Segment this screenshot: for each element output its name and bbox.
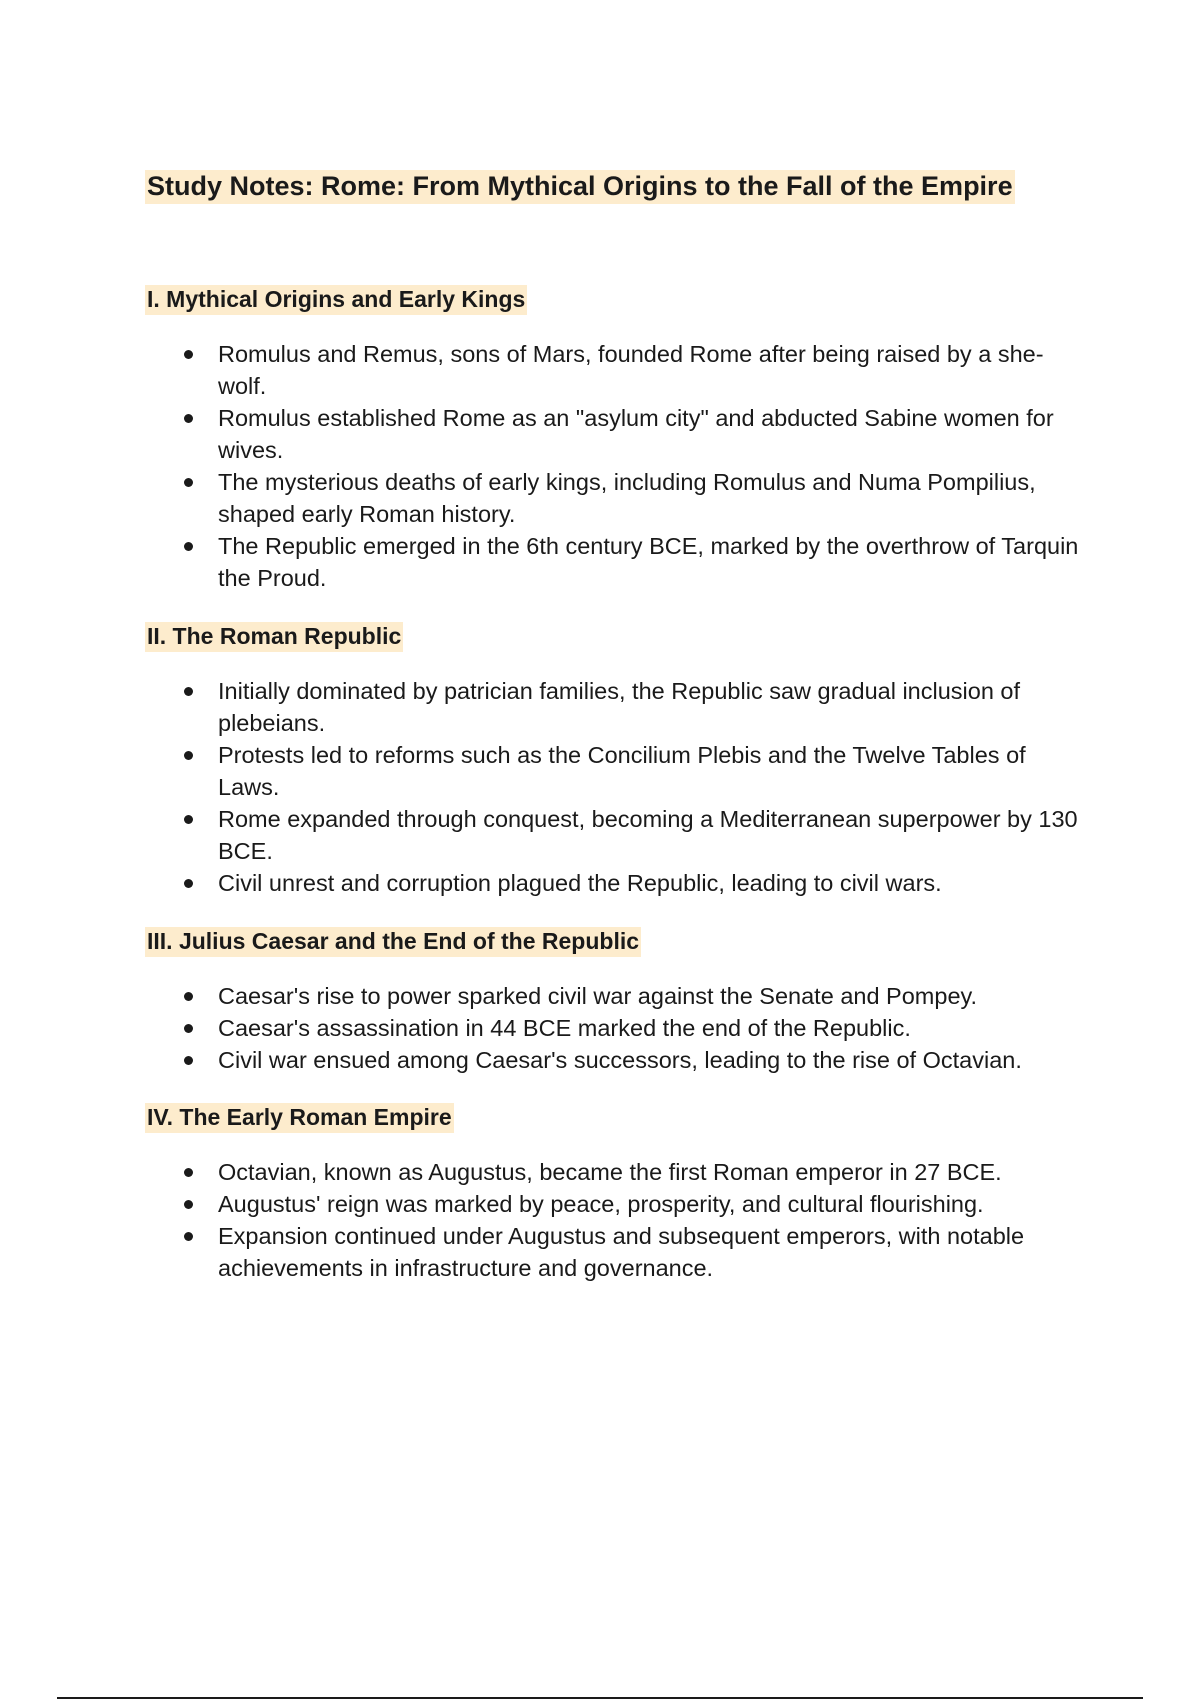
section-heading-text: IV. The Early Roman Empire xyxy=(145,1103,454,1133)
bullet-list xyxy=(145,980,1085,1076)
list-item-text: Initially dominated by patrician families, the Republic saw gradual inclusion of plebeians. xyxy=(218,678,1021,736)
footer-divider xyxy=(57,1697,1143,1699)
list-item xyxy=(145,466,1085,530)
bullet-icon xyxy=(184,879,193,888)
section-heading xyxy=(145,621,1085,651)
list-item xyxy=(145,530,1085,594)
list-item-text: Rome expanded through conquest, becoming a Mediterranean superpower by 130 BCE. xyxy=(218,806,1078,864)
bullet-icon xyxy=(184,751,193,760)
section-heading-text: I. Mythical Origins and Early Kings xyxy=(145,285,527,315)
list-item xyxy=(145,338,1085,402)
list-item xyxy=(145,1220,1085,1284)
document-title xyxy=(145,168,1015,204)
section-heading xyxy=(145,926,1085,956)
bullet-icon xyxy=(184,1024,193,1033)
list-item-text: Romulus and Remus, sons of Mars, founded Rome after being raised by a she-wolf. xyxy=(218,341,1044,399)
list-item-text: Civil unrest and corruption plagued the Republic, leading to civil wars. xyxy=(218,870,942,896)
list-item xyxy=(145,675,1085,739)
list-item-text: The mysterious deaths of early kings, including Romulus and Numa Pompilius, shaped early Roman history. xyxy=(218,469,1036,527)
list-item-text: Protests led to reforms such as the Concilium Plebis and the Twelve Tables of Laws. xyxy=(218,742,1026,800)
bullet-icon xyxy=(184,992,193,1001)
bullet-icon xyxy=(184,815,193,824)
list-item-text: Expansion continued under Augustus and subsequent emperors, with notable achievements in infrastructure and governance. xyxy=(218,1223,1025,1281)
bullet-list xyxy=(145,675,1085,899)
section-mythical-origins xyxy=(145,284,1085,594)
list-item xyxy=(145,867,1085,899)
section-heading xyxy=(145,1102,1085,1132)
section-roman-republic xyxy=(145,621,1085,899)
section-heading-text: II. The Roman Republic xyxy=(145,622,403,652)
bullet-list xyxy=(145,338,1085,594)
list-item xyxy=(145,402,1085,466)
section-heading-text: III. Julius Caesar and the End of the Republic xyxy=(145,927,641,957)
bullet-icon xyxy=(184,414,193,423)
list-item-text: Augustus' reign was marked by peace, prosperity, and cultural flourishing. xyxy=(218,1191,984,1217)
list-item-text: Octavian, known as Augustus, became the first Roman emperor in 27 BCE. xyxy=(218,1159,1002,1185)
list-item xyxy=(145,739,1085,803)
list-item xyxy=(145,1044,1085,1076)
bullet-list xyxy=(145,1156,1085,1284)
document-title-text: Study Notes: Rome: From Mythical Origins to the Fall of the Empire xyxy=(145,170,1015,204)
bullet-icon xyxy=(184,1200,193,1209)
bullet-icon xyxy=(184,1168,193,1177)
list-item-text: Caesar's rise to power sparked civil war against the Senate and Pompey. xyxy=(218,983,978,1009)
list-item xyxy=(145,980,1085,1012)
bullet-icon xyxy=(184,1056,193,1065)
bullet-icon xyxy=(184,1232,193,1241)
list-item xyxy=(145,803,1085,867)
bullet-icon xyxy=(184,687,193,696)
list-item-text: Civil war ensued among Caesar's successors, leading to the rise of Octavian. xyxy=(218,1047,1022,1073)
bullet-icon xyxy=(184,478,193,487)
list-item xyxy=(145,1188,1085,1220)
list-item-text: The Republic emerged in the 6th century BCE, marked by the overthrow of Tarquin the Proud. xyxy=(218,533,1079,591)
section-early-empire xyxy=(145,1102,1085,1284)
bullet-icon xyxy=(184,542,193,551)
section-heading xyxy=(145,284,1085,314)
list-item-text: Romulus established Rome as an "asylum city" and abducted Sabine women for wives. xyxy=(218,405,1054,463)
bullet-icon xyxy=(184,350,193,359)
list-item xyxy=(145,1012,1085,1044)
list-item xyxy=(145,1156,1085,1188)
section-julius-caesar xyxy=(145,926,1085,1076)
list-item-text: Caesar's assassination in 44 BCE marked the end of the Republic. xyxy=(218,1015,911,1041)
